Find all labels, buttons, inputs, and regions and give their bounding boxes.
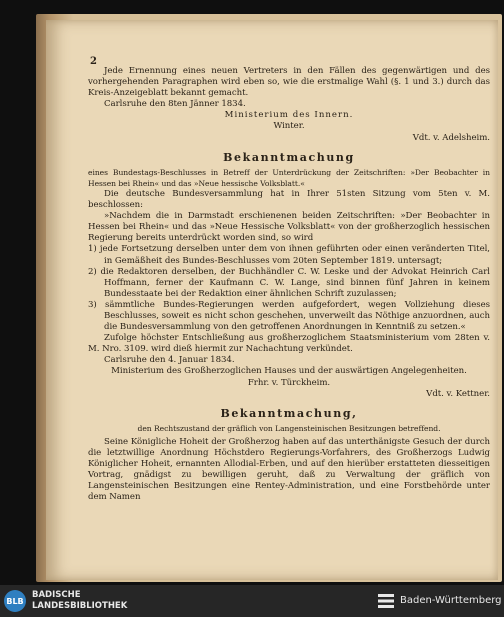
baden-wuerttemberg-lions-icon[interactable] [378, 593, 394, 609]
subtitle-2: den Rechtszustand der gräflich von Langensteinischen Besitzungen betreffend. [137, 423, 441, 433]
paragraph-2: Die deutsche Bundesversammlung hat in Ihrer 51sten Sitzung vom 5ten v. M. beschlossen: [88, 188, 490, 211]
page-number: 2 [90, 56, 97, 67]
date-1: Carlsruhe den 8ten Jänner 1834. [104, 99, 246, 110]
quote-1: »Nachdem die in Darmstadt erschienenen beiden Zeitschriften: »Der Beobachter in Hessen bei Rhein« und das »Neue Hessische Volksblatt« von der großherzoglich hessischen Regierung bereits unterdrückt worden sind, so wird [88, 211, 490, 244]
paragraph-4: Seine Königliche Hoheit der Großherzog haben auf das unterthänigste Gesuch der durch die letztwillige Anordnung Höchstdero Regierungs-Vorfahrers, des Großherzogs Ludwig Königlicher Hoheit, ernannten Allodial-Erben, und auf den hierüber erstatteten diesseitigen Vortrag, gnädigst zu bewilligen geruht, daß zu Verwaltung der gräflich von Langensteinischen Besitzungen eine Rentey-Administration, und eine Forstbehörde unter dem Namen [88, 436, 490, 503]
ministry-2: Ministerium des Großherzoglichen Hauses und der auswärtigen Angelegenheiten. [111, 366, 467, 377]
document-page [46, 20, 498, 580]
signer-2: Vdt. v. Kettner. [426, 388, 490, 399]
subtitle-1: eines Bundestags-Beschlusses in Betreff der Unterdrückung der Zeitschriften: »Der Beobachter in Hessen bei Rhein« und das »Neue hessische Volksblatt.« [88, 167, 490, 188]
minister-2: Frhr. v. Türckheim. [247, 377, 331, 388]
date-2: Carlsruhe den 4. Januar 1834. [104, 355, 235, 366]
list-item-2: 2) die Redaktoren derselben, der Buchhändler C. W. Leske und der Advokat Heinrich Carl Hoffmann, ferner der Kaufmann C. W. Lange, sind binnen fünf Jahren in keinem Bundesstaate bei der Redaktion einer ähnlichen Schrift zuzulassen; [88, 266, 490, 299]
heading-1: Bekanntmachung [223, 150, 355, 164]
blb-name-line-2: LANDESBIBLIOTHEK [32, 600, 128, 611]
blb-name-line-1: BADISCHE [32, 590, 81, 600]
paragraph-1: Jede Ernennung eines neuen Vertreters in den Fällen des gegenwärtigen und des vorhergehenden Paragraphen wird eben so, wie die erstmalige Wahl (§. 1 und 3.) durch das Kreis-Anzeigeblatt bekannt gemacht. [88, 66, 490, 99]
list-item-3: 3) sämmtliche Bundes-Regierungen werden aufgefordert, wegen Vollziehung dieses Beschlusses, soweit es nicht schon geschehen, unverweilt das Nöthige anzuordnen, auch die Bundesversammlung von den getroffenen Anordnungen in Kenntniß zu setzen.« [88, 299, 490, 333]
blb-logo-icon[interactable]: BLB [4, 590, 26, 612]
heading-2: Bekanntmachung, [220, 406, 358, 420]
signer-1: Vdt. v. Adelsheim. [412, 132, 490, 143]
baden-wuerttemberg-name[interactable]: Baden-Württemberg [400, 595, 502, 606]
minister-1: Winter. [273, 121, 305, 132]
list-item-1: 1) jede Fortsetzung derselben unter dem von ihnen geführten oder einen veränderten Titel, in Gemäßheit des Bundes-Beschlusses vom 20ten September 1819. untersagt; [88, 244, 490, 266]
paragraph-3: Zufolge höchster Entschließung aus großherzoglichem Staatsministerium vom 28ten v. M. Nro. 3109. wird dieß hiermit zur Nachachtung verkündet. [88, 333, 490, 355]
ministry-1: Ministerium des Innern. [224, 110, 354, 121]
page-text [88, 54, 490, 503]
footer-bar [0, 585, 504, 617]
blb-library-name[interactable] [32, 590, 127, 611]
